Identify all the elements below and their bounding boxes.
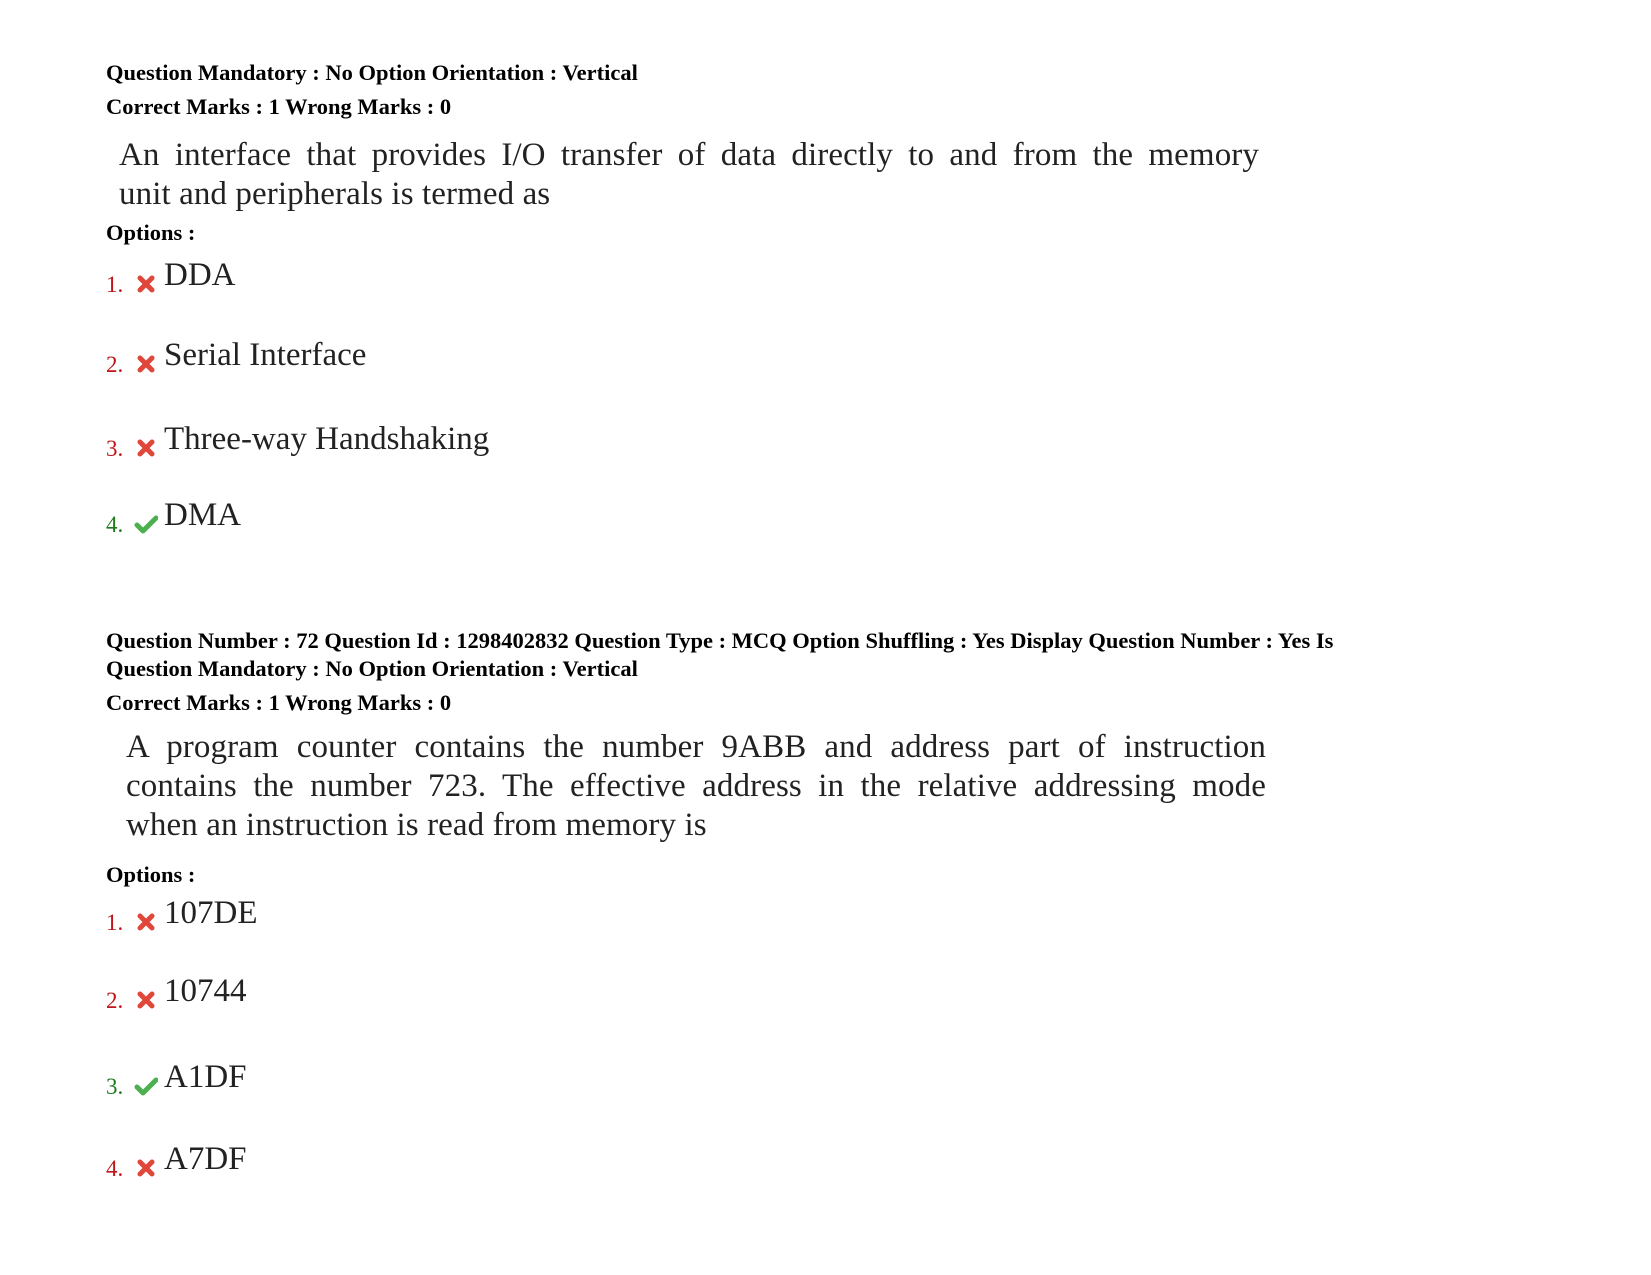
- question-71-meta-line-1: Question Mandatory : No Option Orientation : Vertical: [106, 60, 638, 85]
- option-number: 4.: [106, 512, 124, 537]
- question-72-option-1: [106, 894, 258, 934]
- question-71-option-4: [106, 496, 241, 536]
- question-72-text-line-2: contains the number 723. The effective address in the relative addressing mode: [126, 768, 1266, 804]
- question-71-options-label: Options :: [106, 220, 196, 245]
- question-72-text-line-3: when an instruction is read from memory is: [126, 807, 707, 843]
- wrong-cross-icon: [134, 272, 158, 296]
- wrong-cross-icon: [134, 1156, 158, 1180]
- question-72-marks: Correct Marks : 1 Wrong Marks : 0: [106, 690, 452, 715]
- option-number: 2.: [106, 352, 124, 377]
- question-71-option-2: [106, 336, 366, 376]
- option-text: 10744: [164, 973, 247, 1009]
- option-number: 3.: [106, 436, 124, 461]
- option-text: Three-way Handshaking: [164, 421, 490, 457]
- question-72-options-label: Options :: [106, 862, 196, 887]
- wrong-cross-icon: [134, 988, 158, 1012]
- question-71-marks: Correct Marks : 1 Wrong Marks : 0: [106, 94, 452, 119]
- question-71-text: [119, 136, 1259, 214]
- question-72-text-line-1: A program counter contains the number 9ABB and address part of instruction: [126, 729, 1266, 765]
- option-text: DMA: [164, 497, 242, 533]
- question-72-option-2: [106, 972, 247, 1012]
- question-71-option-1: [106, 256, 236, 296]
- wrong-cross-icon: [134, 910, 158, 934]
- question-72-text: [126, 728, 1266, 845]
- option-text: DDA: [164, 257, 236, 293]
- option-number: 1.: [106, 910, 124, 935]
- question-72-meta-line-1: Question Number : 72 Question Id : 1298402832 Question Type : MCQ Option Shuffling : Yes Display Question Number : Yes Is: [106, 628, 1334, 653]
- question-72-option-3: [106, 1058, 247, 1098]
- wrong-cross-icon: [134, 436, 158, 460]
- question-72-meta-line-2: Question Mandatory : No Option Orientation : Vertical: [106, 656, 638, 681]
- option-text: A1DF: [164, 1059, 247, 1095]
- option-number: 1.: [106, 272, 124, 297]
- wrong-cross-icon: [134, 352, 158, 376]
- option-number: 2.: [106, 988, 124, 1013]
- option-text: Serial Interface: [164, 337, 367, 373]
- correct-check-icon: [134, 1074, 158, 1098]
- option-text: 107DE: [164, 895, 258, 931]
- question-71-option-3: [106, 420, 489, 460]
- option-number: 4.: [106, 1156, 124, 1181]
- question-72-option-4: [106, 1140, 247, 1180]
- question-71-text-line-2: unit and peripherals is termed as: [119, 176, 551, 212]
- question-71-text-line-1: An interface that provides I/O transfer of data directly to and from the memory: [119, 137, 1259, 173]
- option-number: 3.: [106, 1074, 124, 1099]
- option-text: A7DF: [164, 1141, 247, 1177]
- correct-check-icon: [134, 512, 158, 536]
